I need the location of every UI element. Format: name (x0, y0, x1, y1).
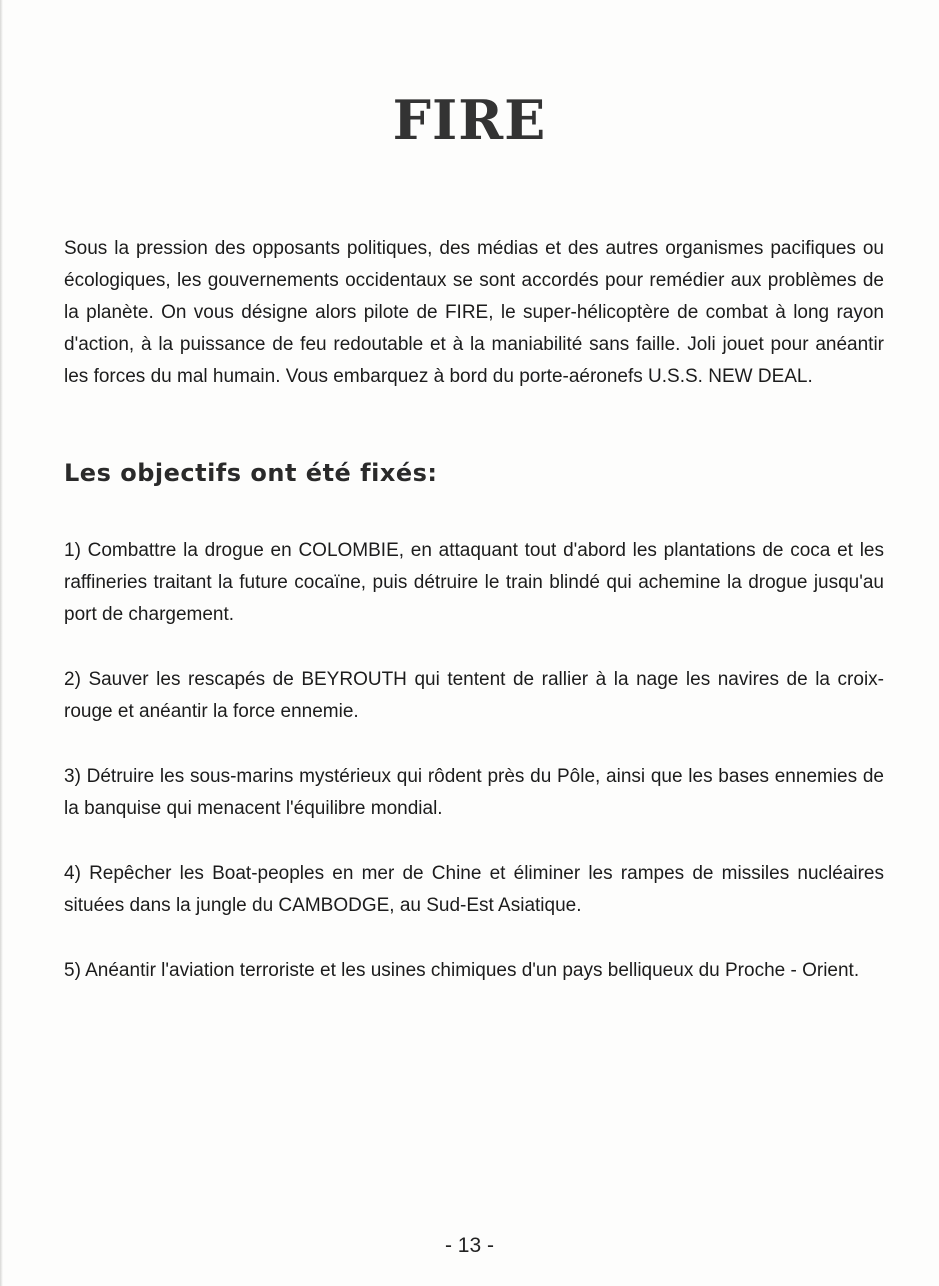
objective-item-3: 3) Détruire les sous-marins mystérieux qui rôdent près du Pôle, ainsi que les bases ennemies de la banquise qui menacent l'équilibre mondial. (64, 766, 884, 819)
page-title: FIRE (392, 88, 547, 152)
objectives-heading: Les objectifs ont été fixés: (64, 459, 438, 487)
page-edge-shadow (0, 0, 3, 1286)
objective-item-4: 4) Repêcher les Boat-peoples en mer de Chine et éliminer les rampes de missiles nucléaires situées dans la jungle du CAMBODGE, au Sud-Est Asiatique. (64, 863, 884, 916)
objective-item-1: 1) Combattre la drogue en COLOMBIE, en attaquant tout d'abord les plantations de coca et les raffineries traitant la future cocaïne, puis détruire le train blindé qui achemine la drogue jusqu'au port de chargement. (64, 540, 884, 625)
objective-item-2: 2) Sauver les rescapés de BEYROUTH qui tentent de rallier à la nage les navires de la croix-rouge et anéantir la force ennemie. (64, 669, 884, 722)
page-number: - 13 - (444, 1234, 494, 1257)
intro-paragraph: Sous la pression des opposants politiques, des médias et des autres organismes pacifiques ou écologiques, les gouvernements occidentaux se sont accordés pour remédier aux problèmes de la planète. On vous désigne alors pilote de FIRE, le super-hélicoptère de combat à long rayon d'action, à la puissance de feu redoutable et à la maniabilité sans faille. Joli jouet pour anéantir les forces du mal humain. Vous embarquez à bord du porte-aéronefs U.S.S. NEW DEAL. (64, 238, 884, 387)
objective-item-5: 5) Anéantir l'aviation terroriste et les usines chimiques d'un pays belliqueux du Proche - Orient. (64, 960, 860, 981)
